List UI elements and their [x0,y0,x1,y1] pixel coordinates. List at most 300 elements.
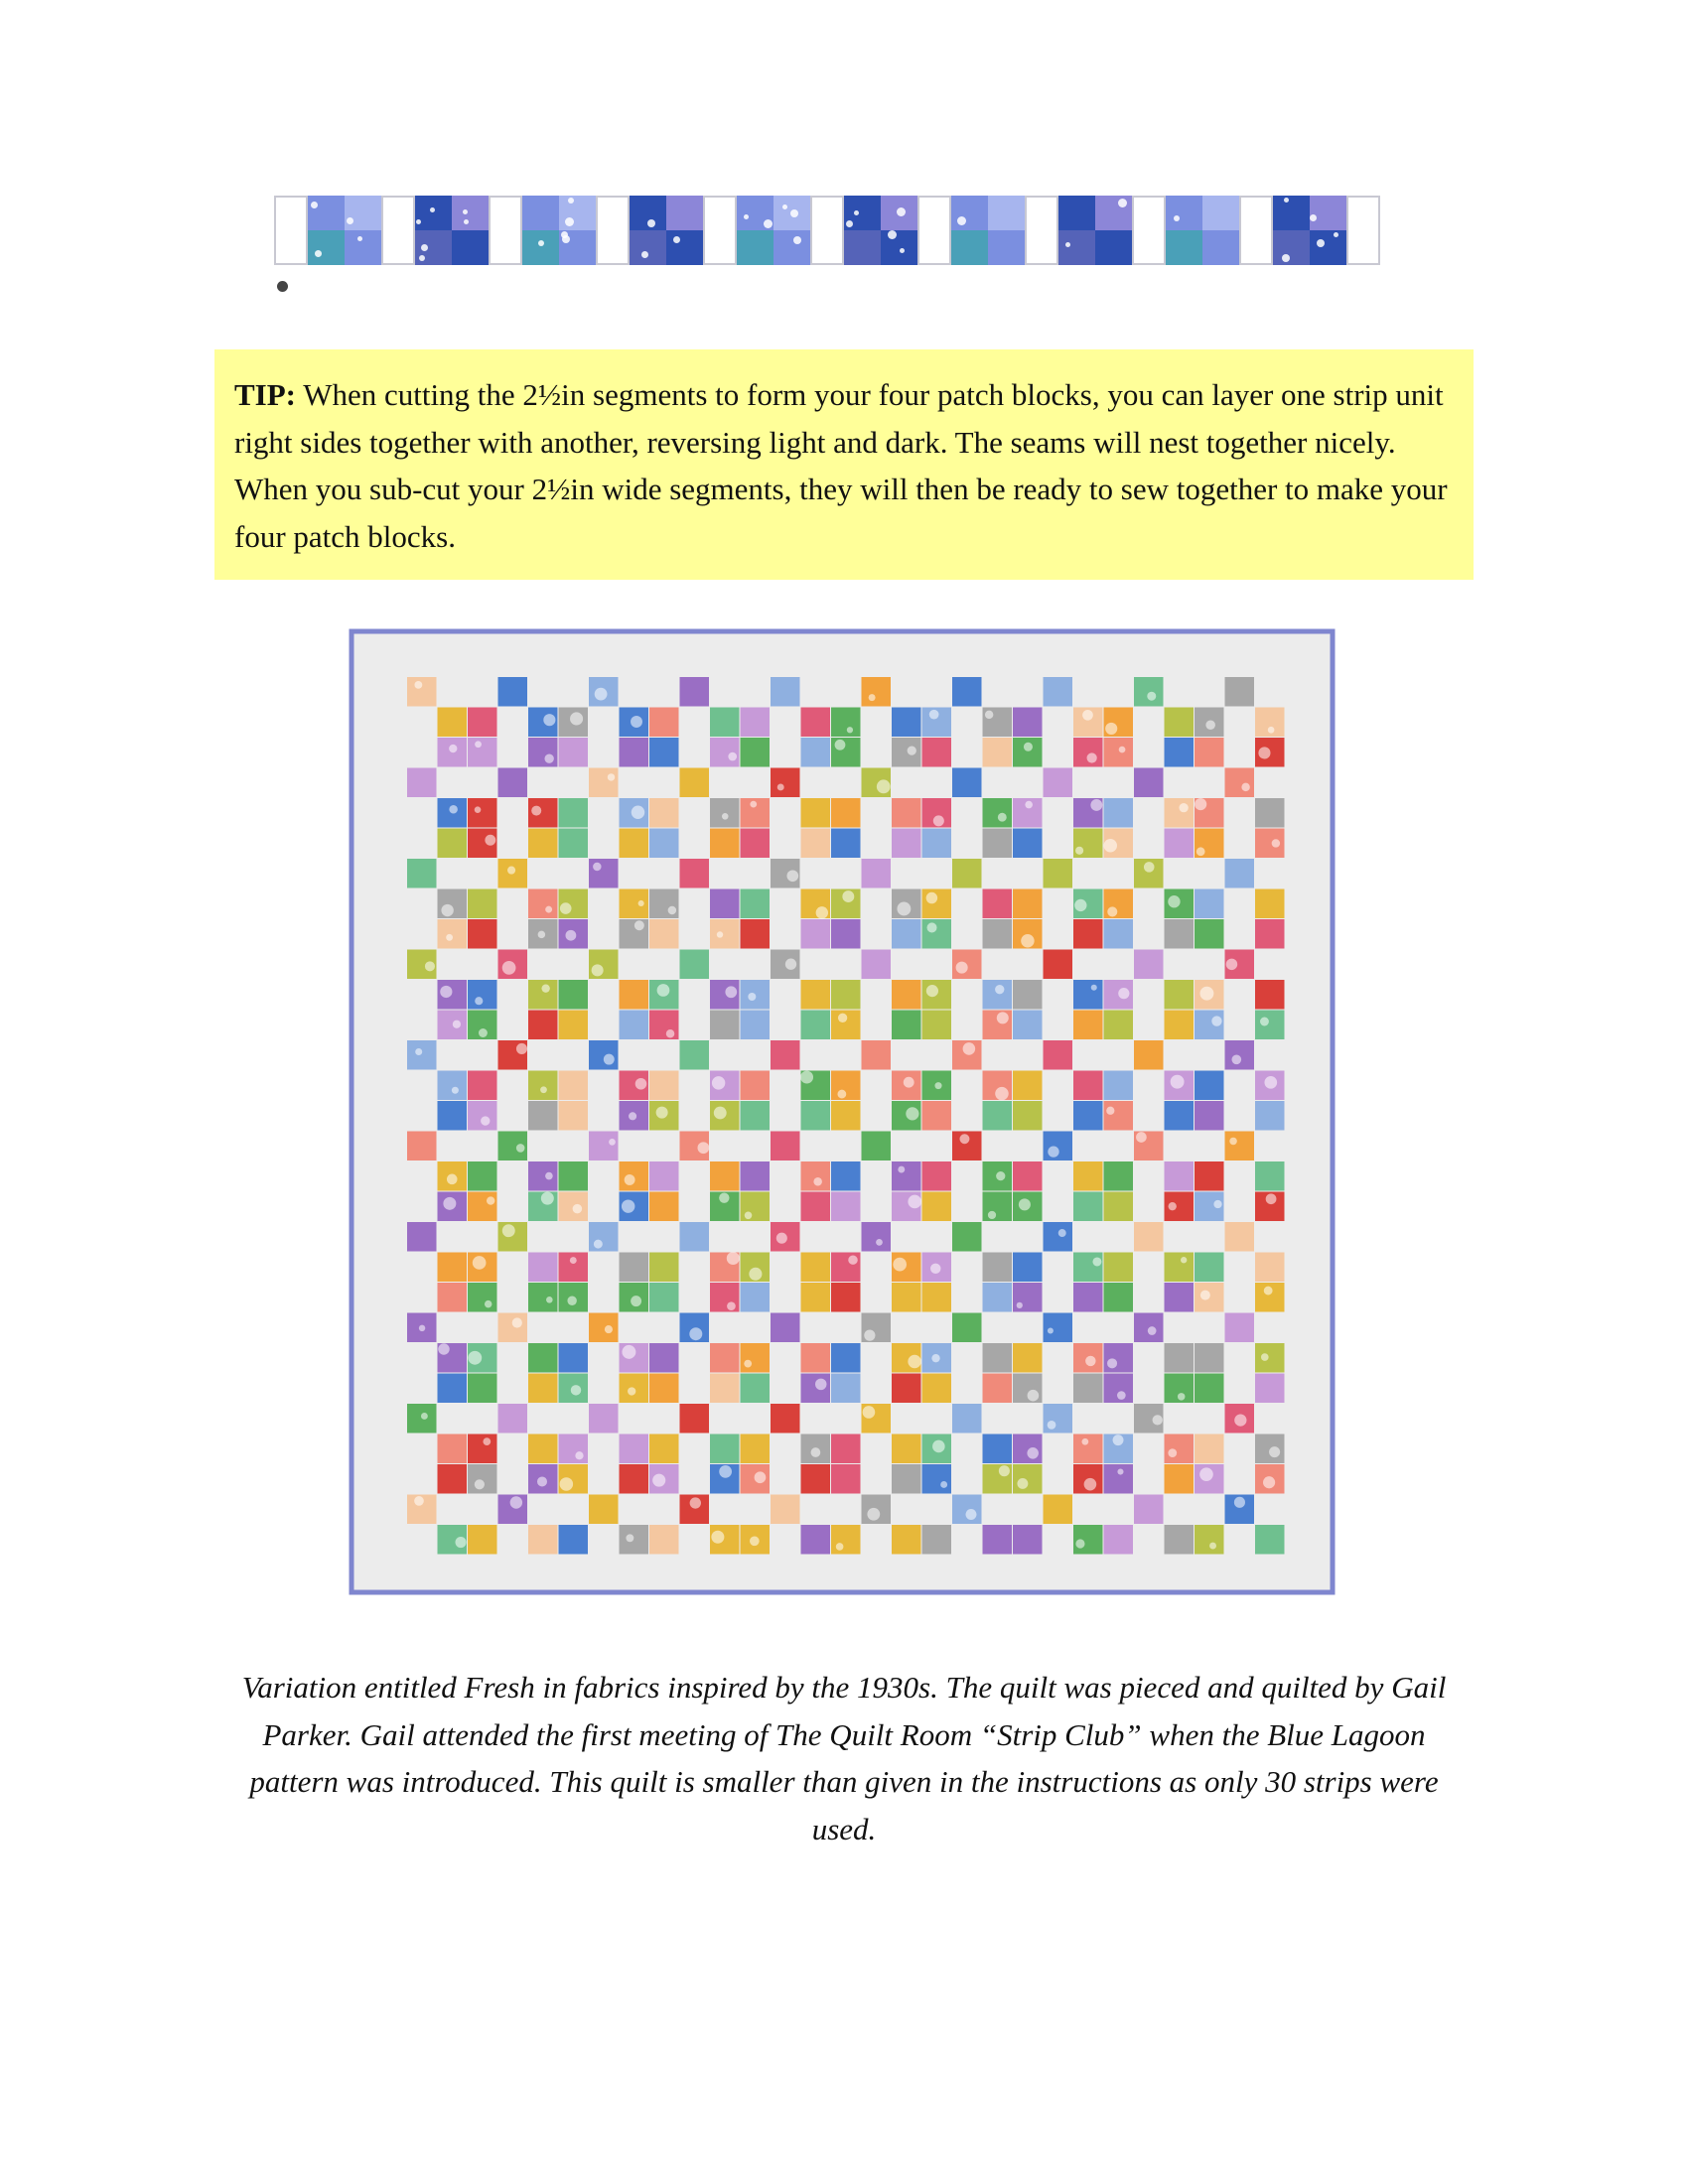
quilt-patch [407,1222,437,1252]
quilt-patch [1255,1161,1285,1191]
fabric-print-dot [1136,1132,1147,1143]
fabric-print-dot [690,1497,701,1508]
quilt-patch [892,1525,921,1555]
quilt-patch [559,1071,589,1101]
quilt-patch [468,1464,497,1494]
quilt-patch [741,708,771,738]
quilt-patch [983,1192,1013,1222]
fabric-print-dot [1113,1434,1124,1445]
fabric-print-dot [785,959,796,970]
quilt-patch [892,1283,921,1312]
fabric-print-dot [930,1264,940,1274]
patch-square [737,230,774,265]
patch-square [559,196,596,230]
patch-square [559,230,596,265]
quilt-patch [952,1495,982,1525]
fabric-print-dot [1268,727,1275,734]
fabric-print-dot [1261,1353,1269,1361]
fabric-print-dot [570,712,583,725]
quilt-patch [1073,1011,1103,1040]
quilt-patch [952,768,982,798]
fabric-print-dot [956,962,968,974]
fabric-print-dot [1027,1447,1039,1459]
quilt-patch [952,859,982,888]
quilt-patch [831,1525,861,1555]
tip-box [214,349,1474,580]
quilt-patch [1255,1525,1285,1555]
quilt-patch [468,1283,497,1312]
quilt-patch [710,829,740,859]
quilt-patch [710,1343,740,1373]
fabric-print-dot [1234,1414,1246,1426]
quilt-patch [801,1374,831,1404]
quilt-patch [922,1525,952,1555]
quilt-patch [1255,798,1285,828]
quilt-patch [1073,980,1103,1010]
strip-sashing [1239,196,1273,265]
fabric-print-dot [605,1325,613,1333]
quilt-patch [1165,919,1195,949]
quilt-patch [528,1434,558,1464]
quilt-patch [1104,919,1134,949]
fabric-print-dot [1264,1076,1277,1089]
fabric-print-dot [926,892,938,904]
quilt-patch [1073,1161,1103,1191]
fabric-print-dot [475,741,482,748]
quilt-patch [741,1071,771,1101]
four-patch-block [737,196,810,265]
quilt-patch [710,1434,740,1464]
quilt-patch [952,1313,982,1343]
quilt-patch [620,1161,649,1191]
fabric-print-dot [848,1255,857,1264]
quilt-patch [1165,708,1195,738]
strip-sashing [1025,196,1058,265]
fabric-print-dot [1168,1448,1177,1457]
fabric-print-dot [1199,1467,1213,1481]
quilt-patch [438,1253,468,1283]
quilt-patch [649,1071,679,1101]
fabric-print-dot [815,1379,827,1391]
fabric-print-dot [985,711,993,719]
fabric-print-dot [744,1360,752,1368]
fabric-print-dot [638,900,644,906]
quilt-patch [771,1040,800,1070]
bullet-dot [277,281,288,292]
fabric-print-dot [959,1134,969,1144]
quilt-patch [1044,1313,1073,1343]
quilt-patch [680,768,710,798]
quilt-patch [983,919,1013,949]
quilt-patch [620,1464,649,1494]
quilt-patch [1104,1283,1134,1312]
four-patch-block [1058,196,1132,265]
quilt-patch [831,1434,861,1464]
patch-square [774,230,810,265]
patch-square [308,196,345,230]
quilt-patch [983,738,1013,767]
fabric-print-dot [1179,803,1188,812]
fabric-print-dot [1153,1415,1163,1425]
fabric-print-dot [485,835,495,846]
four-patch-strip-illustration [274,196,1414,265]
fabric-print-dot [1091,985,1097,991]
quilt-patch [1104,1525,1134,1555]
quilt-patch [1013,1434,1043,1464]
quilt-patch [680,1040,710,1070]
fabric-print-dot [1234,1497,1245,1508]
patch-square [452,230,489,265]
quilt-patch [983,889,1013,919]
fabric-print-dot [816,906,828,918]
fabric-print-dot [750,801,757,808]
quilt-patch [589,859,619,888]
quilt-patch [710,738,740,767]
quilt-patch [741,1374,771,1404]
quilt-patch [862,1132,892,1161]
fabric-print-dot [1019,1198,1031,1210]
quilt-patch [1104,798,1134,828]
fabric-print-dot [507,867,515,875]
quilt-patch [1044,859,1073,888]
patch-square [1202,230,1239,265]
quilt-patch [680,950,710,980]
quilt-patch [438,1434,468,1464]
fabric-print-dot [906,1107,918,1120]
quilt-patch [1165,1283,1195,1312]
quilt-caption: Variation entitled Fresh in fabrics inspired by the 1930s. The quilt was pieced and quilted by Gail Parker. Gail attended the first meeting of The Quilt Room “Strip Club” when the Blue Lagoon pattern was introduced. This quilt is smaller than given in the instructions as only 30 strips were used. [241,1670,1447,1846]
fabric-print-dot [502,1224,515,1237]
quilt-patch [801,1283,831,1312]
fabric-print-dot [510,1496,522,1508]
quilt-patch [801,1011,831,1040]
quilt-patch [801,1101,831,1131]
quilt-patch [1073,1101,1103,1131]
fabric-print-dot [631,1296,641,1306]
fabric-print-dot [1169,1202,1177,1210]
fabric-print-dot [1195,798,1206,810]
fabric-print-dot [1199,987,1213,1001]
fabric-print-dot [1090,799,1102,811]
patch-square [308,230,345,265]
quilt-patch [1044,768,1073,798]
quilt-patch [1044,1040,1073,1070]
fabric-print-dot [869,694,876,701]
strip-sashing [1132,196,1166,265]
fabric-print-dot [1231,1054,1241,1064]
quilt-patch [649,919,679,949]
quilt-patch [528,738,558,767]
quilt-patch [741,1011,771,1040]
quilt-patch [1044,1132,1073,1161]
quilt-patch [620,980,649,1010]
quilt-patch [528,1161,558,1191]
patch-square [630,196,666,230]
quilt-patch [771,1495,800,1525]
patch-square [1058,196,1095,230]
fabric-print-dot [836,1543,844,1551]
quilt-patch [1165,1525,1195,1555]
fabric-print-dot [842,890,854,902]
quilt-patch [771,1404,800,1433]
fabric-print-dot [1105,723,1117,735]
fabric-print-dot [995,1087,1008,1100]
fabric-print-dot [415,1048,422,1055]
patch-square [1166,230,1202,265]
fabric-print-dot [546,1297,553,1303]
quilt-patch [801,798,831,828]
quilt-patch [468,738,497,767]
fabric-print-dot [748,993,756,1001]
quilt-patch [771,677,800,707]
quilt-patch [1073,738,1103,767]
fabric-print-dot [1084,1478,1097,1491]
fabric-print-dot [999,1465,1010,1476]
fabric-print-dot [926,985,938,997]
quilt-patch [680,677,710,707]
fabric-print-dot [1196,847,1205,856]
quilt-patch [407,768,437,798]
fabric-print-dot [440,986,452,998]
quilt-patch [741,829,771,859]
fabric-print-dot [998,813,1007,822]
quilt-patch [741,1283,771,1312]
strip-sashing [703,196,737,265]
quilt-patch [528,1071,558,1101]
quilt-patch [620,738,649,767]
fabric-print-dot [1021,934,1034,947]
patch-square [666,230,703,265]
quilt-patch [528,1374,558,1404]
quilt-patch [1104,1161,1134,1191]
quilt-patch [1073,1374,1103,1404]
patch-square [951,230,988,265]
fabric-print-dot [1058,1229,1066,1237]
quilt-patch [892,1161,921,1191]
quilt-patch [559,1525,589,1555]
fabric-print-dot [452,1087,459,1094]
quilt-patch [498,1404,528,1433]
quilt-patch [862,859,892,888]
patch-square [1202,196,1239,230]
fabric-print-dot [512,1317,522,1327]
quilt-patch [862,1040,892,1070]
fabric-print-dot [516,1144,525,1153]
quilt-patch [1013,1071,1043,1101]
quilt-patch [1073,1192,1103,1222]
quilt-patch [438,1011,468,1040]
fabric-print-dot [1148,1326,1157,1335]
fabric-print-dot [963,1042,976,1055]
quilt-patch [1073,1434,1103,1464]
quilt-patch [710,1161,740,1191]
fabric-print-dot [475,1479,485,1489]
quilt-patch [1165,1011,1195,1040]
fabric-print-dot [1107,906,1117,916]
fabric-print-dot [1266,1193,1277,1204]
quilt-patch [649,829,679,859]
fabric-print-dot [541,1192,554,1205]
quilt-patch [922,1011,952,1040]
four-patch-block [522,196,596,265]
quilt-patch [892,919,921,949]
quilt-patch [559,829,589,859]
fabric-print-dot [570,1257,577,1264]
quilt-patch [559,980,589,1010]
fabric-print-dot [604,1054,615,1065]
fabric-print-dot [1017,1478,1028,1489]
fabric-print-dot [635,1078,647,1090]
quilt-patch [1225,677,1255,707]
quilt-patch [1195,1343,1224,1373]
quilt-patch [1255,1011,1285,1040]
fabric-print-dot [544,754,553,763]
quilt-patch [801,1161,831,1191]
fabric-print-dot [449,805,458,814]
four-patch-block [415,196,489,265]
quilt-patch [680,1404,710,1433]
fabric-print-dot [1085,1356,1095,1366]
quilt-patch [952,1404,982,1433]
fabric-print-dot [749,1268,762,1281]
quilt-patch [649,1253,679,1283]
quilt-patch [1195,1161,1224,1191]
quilt-patch [559,738,589,767]
quilt-patch [1104,1101,1134,1131]
quilt-patch [771,1313,800,1343]
patch-square [345,196,381,230]
quilt-patch [1134,1495,1164,1525]
fabric-print-dot [867,1508,880,1521]
fabric-print-dot [745,1212,753,1220]
fabric-print-dot [1263,1476,1275,1488]
quilt-patch [831,980,861,1010]
quilt-patch [710,708,740,738]
quilt-patch [468,919,497,949]
quilt-patch [407,1132,437,1161]
fabric-print-dot [934,1082,941,1089]
fabric-print-dot [1107,1358,1117,1368]
quilt-patch [680,1222,710,1252]
patch-square [988,230,1025,265]
quilt-patch [862,1222,892,1252]
quilt-patch [1013,1283,1043,1312]
fabric-print-dot [485,1300,492,1307]
quilt-patch [1073,919,1103,949]
quilt-patch [468,1101,497,1131]
quilt-patch [1013,1343,1043,1373]
fabric-print-dot [863,1406,876,1419]
fabric-print-dot [595,688,608,701]
quilt-patch [498,768,528,798]
fabric-print-dot [545,906,552,913]
fabric-print-dot [573,1204,582,1213]
fabric-print-dot [728,752,737,761]
quilt-patch [1013,1101,1043,1131]
fabric-print-dot [1117,1391,1126,1400]
quilt-patch [741,1343,771,1373]
fabric-print-dot [479,1028,488,1037]
quilt-patch [1195,1434,1224,1464]
quilt-patch [1104,1011,1134,1040]
fabric-print-dot [455,1537,466,1548]
fabric-print-dot [1024,743,1033,751]
fabric-print-dot [714,1107,727,1120]
quilt-patch [892,1434,921,1464]
quilt-patch [407,1040,437,1070]
quilt-patch [528,980,558,1010]
quilt-patch [892,1374,921,1404]
quilt-patch [407,677,437,707]
quilt-patch [589,1132,619,1161]
quilt-patch [983,829,1013,859]
fabric-print-dot [1272,839,1280,847]
quilt-patch [922,1161,952,1191]
quilt-patch [801,1525,831,1555]
fabric-print-dot [1075,1539,1084,1548]
quilt-patch [649,1434,679,1464]
quilt-patch [801,1192,831,1222]
fabric-print-dot [1017,1302,1023,1308]
fabric-print-dot [1106,1107,1114,1115]
patch-square [666,196,703,230]
quilt-patch [1225,859,1255,888]
fabric-print-dot [813,1177,822,1186]
quilt-patch [983,1343,1013,1373]
patch-square [774,196,810,230]
fabric-print-dot [931,1354,939,1362]
quilt-patch [1165,1434,1195,1464]
fabric-print-dot [777,783,784,790]
quilt-patch [922,919,952,949]
quilt-patch [528,829,558,859]
fabric-print-dot [453,1021,461,1028]
quilt-patch [1134,1040,1164,1070]
fabric-print-dot [719,1192,729,1202]
quilt-patch [1134,950,1164,980]
quilt-patch [831,919,861,949]
quilt-patch [922,1192,952,1222]
fabric-print-dot [571,1385,581,1395]
quilt-patch [1165,1464,1195,1494]
fabric-print-dot [447,1174,458,1185]
quilt-patch [1073,1283,1103,1312]
fabric-print-dot [656,1107,668,1119]
quilt-patch [983,1283,1013,1312]
quilt-patch [559,1161,589,1191]
fabric-print-dot [1147,692,1156,701]
quilt-patch [801,919,831,949]
fabric-print-dot [719,1465,732,1478]
fabric-print-dot [593,863,601,871]
fabric-print-dot [545,1172,553,1180]
quilt-patch [741,889,771,919]
quilt-patch [1225,1313,1255,1343]
fabric-print-dot [835,740,846,751]
fabric-print-dot [1258,747,1270,758]
quilt-patch [892,708,921,738]
quilt-patch [983,1101,1013,1131]
quilt-patch [1134,768,1164,798]
fabric-print-dot [1226,959,1237,970]
quilt-patch [892,1464,921,1494]
quilt-patch [1073,1071,1103,1101]
quilt-patch [1013,708,1043,738]
patch-square [1273,196,1310,230]
quilt-patch [1165,980,1195,1010]
fabric-print-dot [712,1076,725,1089]
fabric-print-dot [541,984,549,992]
